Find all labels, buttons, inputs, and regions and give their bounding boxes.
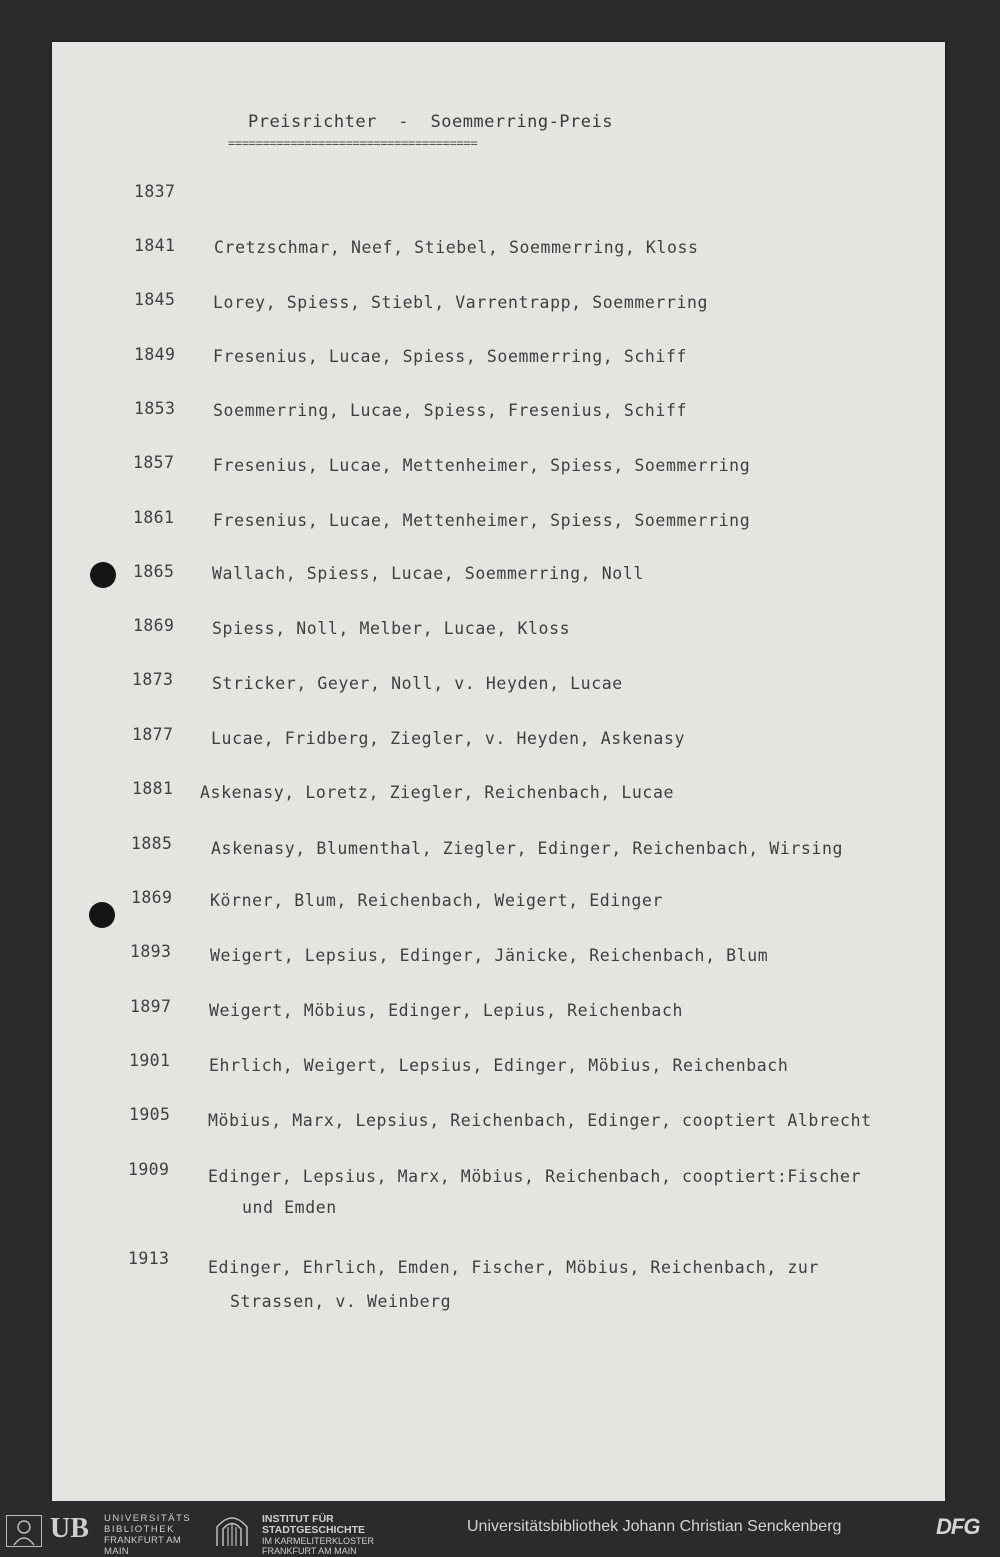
entry-names: Möbius, Marx, Lepsius, Reichenbach, Edinger, cooptiert Albrecht <box>208 1111 872 1130</box>
ub-text <box>104 1513 196 1557</box>
entry-year: 1913 <box>128 1249 170 1268</box>
ub-library-logo[interactable] <box>6 1511 196 1557</box>
entry-year: 1881 <box>132 779 174 798</box>
entry-names: Edinger, Ehrlich, Emden, Fischer, Möbius, Reichenbach, zur <box>208 1258 819 1277</box>
entry-year: 1905 <box>129 1105 171 1124</box>
ub-line: BIBLIOTHEK <box>104 1524 175 1535</box>
entry-year: 1893 <box>130 942 172 961</box>
entry-names-continuation: und Emden <box>242 1198 337 1217</box>
entry-year: 1841 <box>134 236 176 255</box>
isg-line: IM KARMELITERKLOSTER <box>262 1536 375 1546</box>
document-title: Preisrichter - Soemmerring-Preis <box>248 112 613 132</box>
entry-names: Fresenius, Lucae, Mettenheimer, Spiess, Soemmerring <box>213 511 751 530</box>
entry-names: Weigert, Lepsius, Edinger, Jänicke, Reichenbach, Blum <box>210 946 769 965</box>
entry-names: Stricker, Geyer, Noll, v. Heyden, Lucae <box>212 674 623 693</box>
entry-names: Lucae, Fridberg, Ziegler, v. Heyden, Askenasy <box>211 729 686 748</box>
entry-year: 1873 <box>132 670 174 689</box>
isg-logo[interactable] <box>214 1511 414 1556</box>
entry-names: Körner, Blum, Reichenbach, Weigert, Edinger <box>210 891 663 910</box>
arch-icon <box>214 1513 250 1547</box>
entry-year: 1901 <box>129 1051 171 1070</box>
ub-line: UNIVERSITÄTS <box>104 1513 192 1524</box>
entry-names: Fresenius, Lucae, Spiess, Soemmerring, Schiff <box>213 347 688 366</box>
isg-line: FRANKFURT AM MAIN <box>262 1546 357 1556</box>
punch-hole-top <box>90 562 116 588</box>
library-name: Universitätsbibliothek Johann Christian Senckenberg <box>467 1518 842 1535</box>
entry-names: Ehrlich, Weigert, Lepsius, Edinger, Möbius, Reichenbach <box>209 1056 789 1075</box>
ub-letters: UB <box>50 1513 89 1544</box>
entry-year: 1853 <box>134 399 176 418</box>
entry-year: 1849 <box>134 345 176 364</box>
senckenberg-portrait-icon <box>6 1515 42 1547</box>
entry-year: 1877 <box>132 725 174 744</box>
entry-names-continuation: Strassen, v. Weinberg <box>230 1292 452 1311</box>
isg-line: INSTITUT FÜR <box>262 1513 334 1525</box>
entry-year: 1897 <box>130 997 172 1016</box>
title-underline: ==================================== <box>228 136 478 150</box>
entry-names: Edinger, Lepsius, Marx, Möbius, Reichenbach, cooptiert:Fischer <box>208 1167 862 1186</box>
entry-names: Askenasy, Blumenthal, Ziegler, Edinger, Reichenbach, Wirsing <box>211 839 844 858</box>
entry-names: Cretzschmar, Neef, Stiebel, Soemmerring, Kloss <box>214 238 699 257</box>
entry-names: Askenasy, Loretz, Ziegler, Reichenbach, Lucae <box>200 783 675 802</box>
entry-names: Lorey, Spiess, Stiebl, Varrentrapp, Soemmerring <box>213 293 709 312</box>
isg-text <box>262 1514 374 1556</box>
entry-names: Fresenius, Lucae, Mettenheimer, Spiess, Soemmerring <box>213 456 751 475</box>
isg-line: STADTGESCHICHTE <box>262 1524 366 1536</box>
entry-year: 1861 <box>133 508 175 527</box>
entry-year: 1869 <box>133 616 175 635</box>
ub-line: FRANKFURT AM MAIN <box>104 1535 182 1557</box>
entry-year: 1909 <box>128 1160 170 1179</box>
entry-year: 1857 <box>133 453 175 472</box>
document-page <box>52 42 945 1501</box>
entry-year: 1885 <box>131 834 173 853</box>
entry-names: Wallach, Spiess, Lucae, Soemmerring, Noll <box>212 564 644 583</box>
entry-names: Spiess, Noll, Melber, Lucae, Kloss <box>212 619 571 638</box>
entry-year: 1865 <box>133 562 175 581</box>
footer-bar <box>0 1501 1000 1557</box>
entry-year: 1845 <box>134 290 176 309</box>
entry-year: 1837 <box>134 182 176 201</box>
entry-names: Weigert, Möbius, Edinger, Lepius, Reichenbach <box>209 1001 684 1020</box>
punch-hole-bottom <box>89 902 115 928</box>
dfg-logo[interactable]: DFG <box>936 1514 980 1539</box>
entry-names: Soemmerring, Lucae, Spiess, Fresenius, Schiff <box>213 401 688 420</box>
entry-year: 1869 <box>131 888 173 907</box>
